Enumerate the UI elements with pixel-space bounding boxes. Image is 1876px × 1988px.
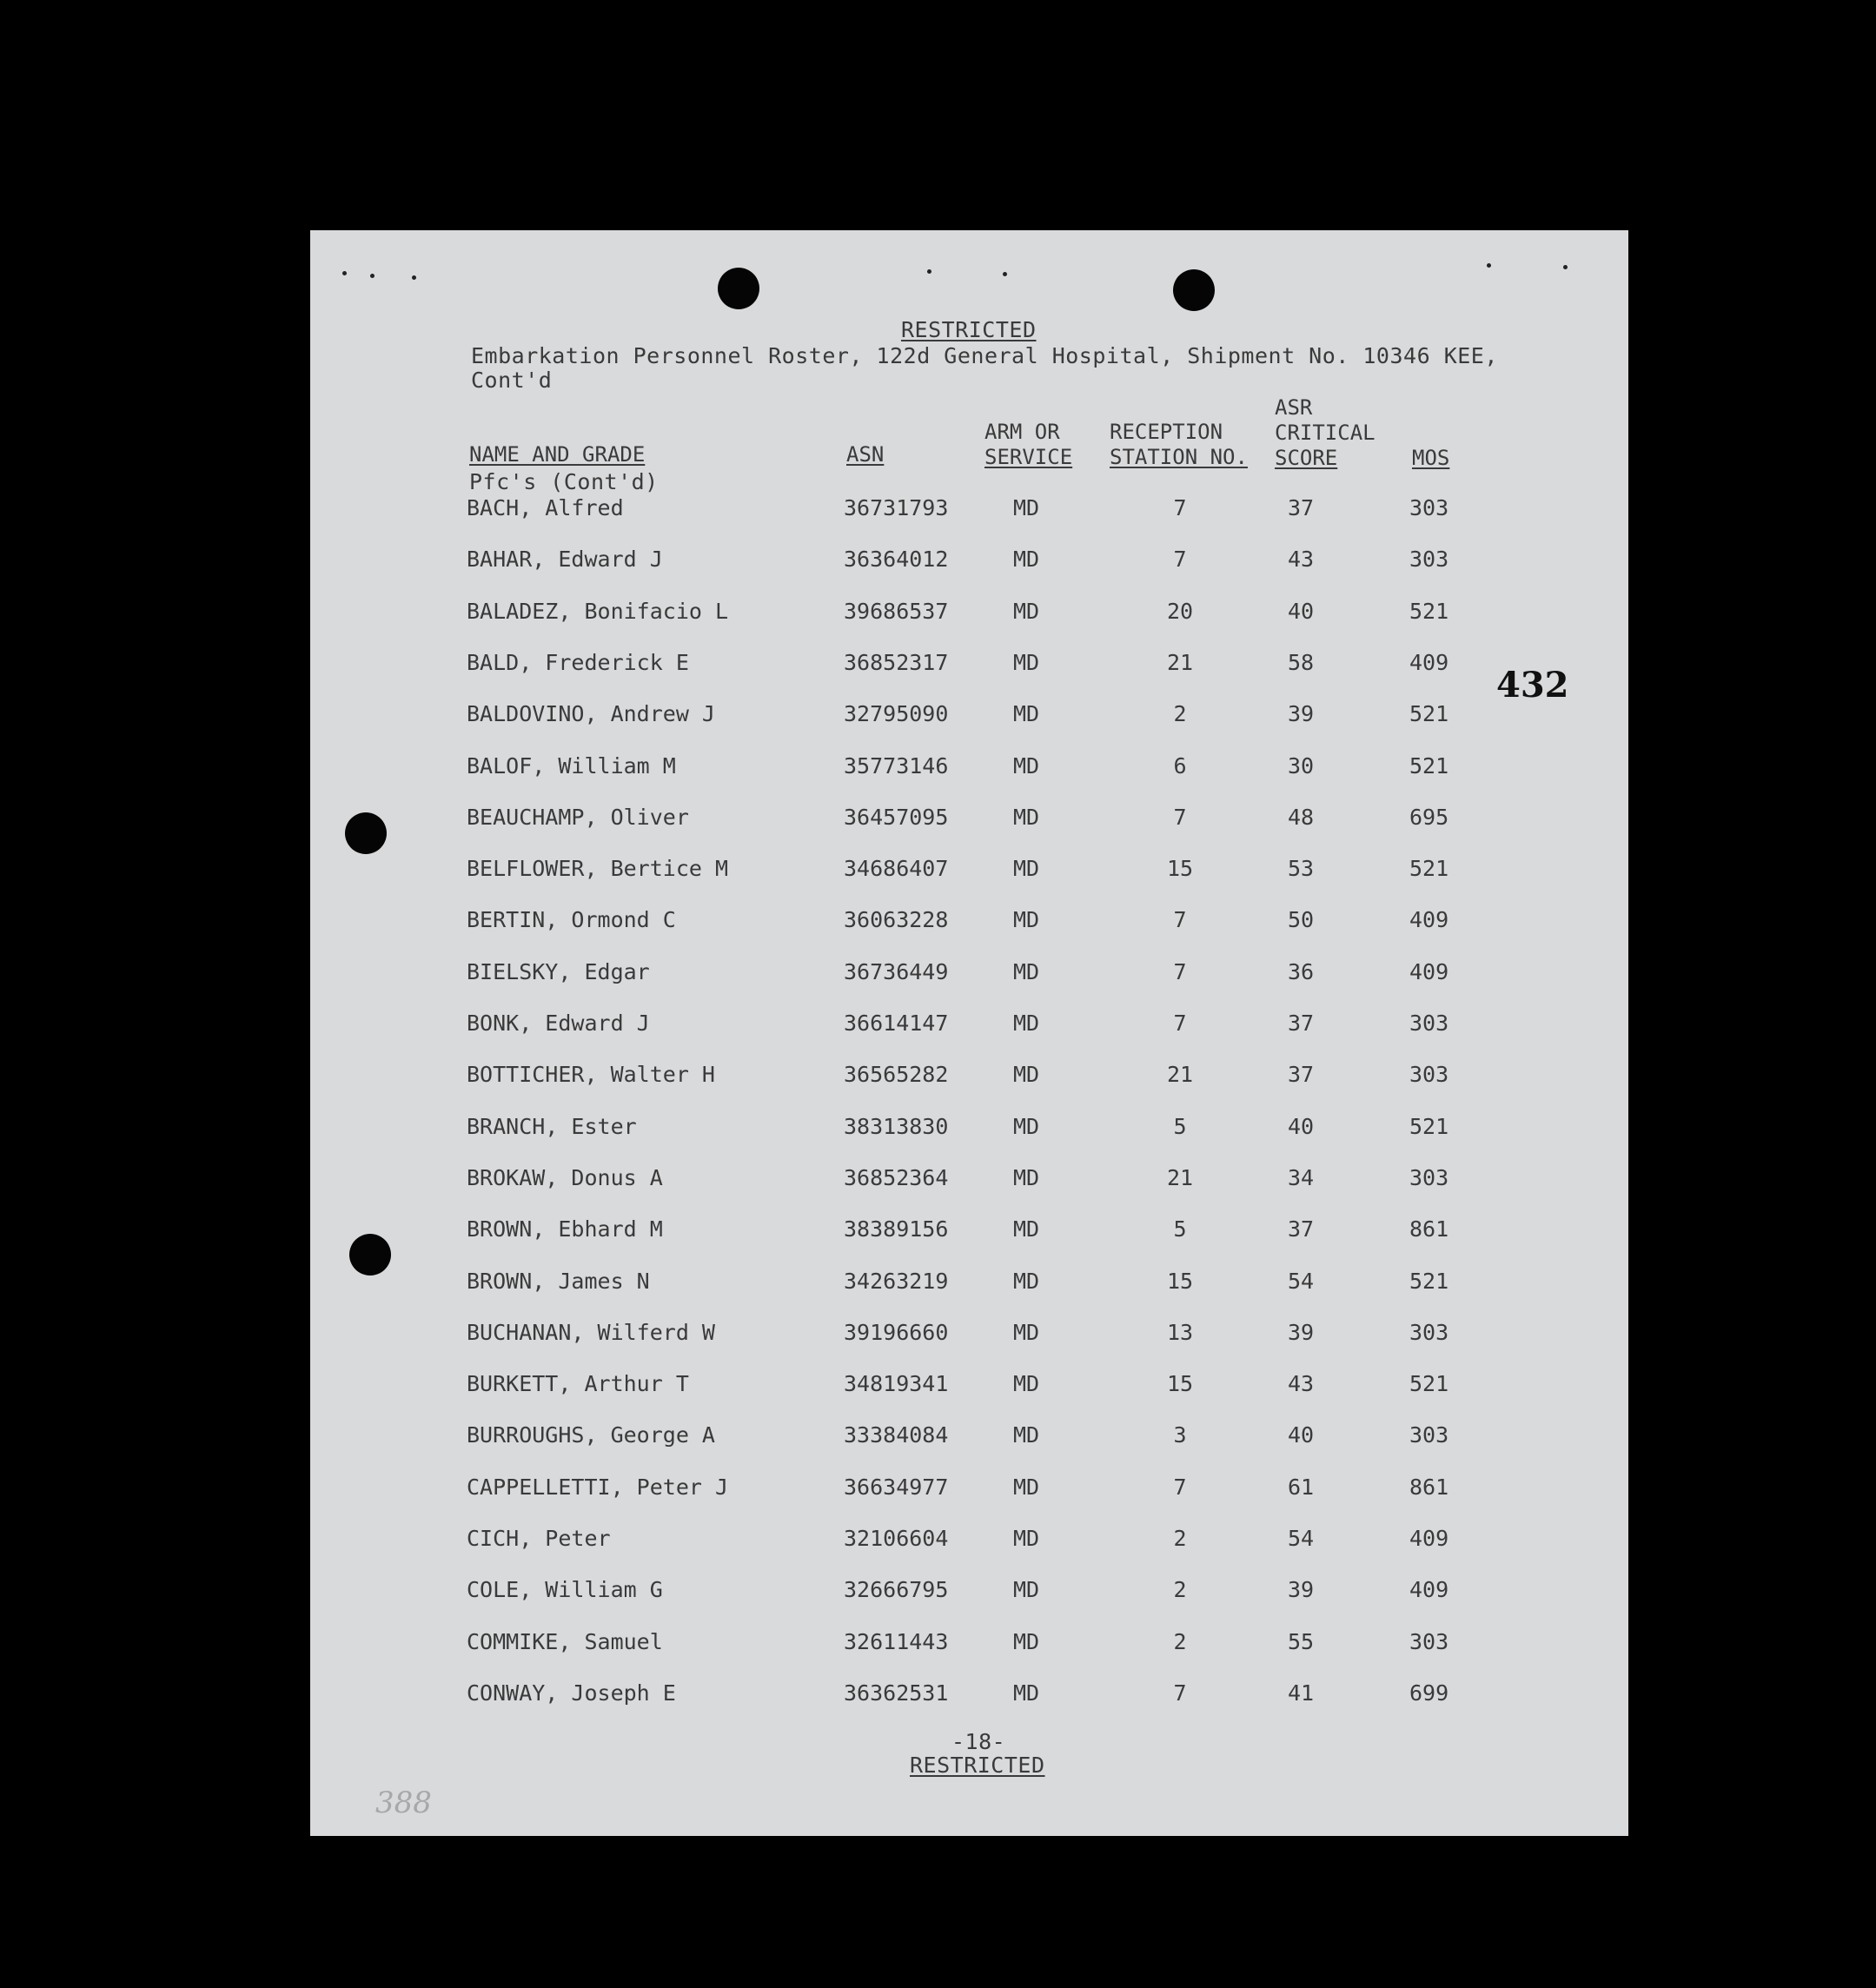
cell-score: 43 [1287, 1371, 1315, 1396]
cell-station: 15 [1166, 1371, 1194, 1396]
cell-mos: 303 [1409, 1165, 1449, 1190]
cell-name: COLE, William G [467, 1577, 663, 1602]
cell-arm: MD [1013, 1577, 1040, 1602]
column-header-asn: ASN [846, 442, 885, 467]
column-header-score-line2: CRITICAL [1275, 421, 1376, 445]
cell-asn: 34819341 [844, 1371, 949, 1396]
cell-name: BIELSKY, Edgar [467, 959, 650, 984]
cell-mos: 303 [1409, 1422, 1449, 1448]
cell-name: BUCHANAN, Wilferd W [467, 1320, 715, 1345]
cell-station: 5 [1173, 1114, 1187, 1139]
document-title: Embarkation Personnel Roster, 122d General Hospital, Shipment No. 10346 KEE, [471, 343, 1498, 368]
table-row [310, 547, 1628, 581]
cell-score: 37 [1287, 1062, 1315, 1087]
table-row [310, 805, 1628, 839]
cell-asn: 36852364 [844, 1165, 949, 1190]
cell-arm: MD [1013, 1680, 1040, 1706]
cell-score: 36 [1287, 959, 1315, 984]
cell-name: BAHAR, Edward J [467, 547, 663, 572]
speck [370, 274, 375, 278]
cell-station: 7 [1173, 1680, 1187, 1706]
cell-mos: 861 [1409, 1474, 1449, 1500]
table-row [310, 907, 1628, 942]
cell-score: 40 [1287, 1114, 1315, 1139]
cell-score: 54 [1287, 1269, 1315, 1294]
cell-mos: 521 [1409, 1269, 1449, 1294]
speck [1563, 265, 1568, 269]
column-header-name: NAME AND GRADE [469, 442, 646, 467]
cell-asn: 36364012 [844, 547, 949, 572]
cell-arm: MD [1013, 495, 1040, 520]
cell-arm: MD [1013, 856, 1040, 881]
cell-score: 53 [1287, 856, 1315, 881]
cell-mos: 303 [1409, 1011, 1449, 1036]
cell-score: 40 [1287, 599, 1315, 624]
table-row [310, 1371, 1628, 1406]
cell-name: BROWN, James N [467, 1269, 650, 1294]
cell-arm: MD [1013, 1165, 1040, 1190]
cell-name: BURKETT, Arthur T [467, 1371, 689, 1396]
table-row [310, 1011, 1628, 1045]
table-row [310, 959, 1628, 994]
cell-arm: MD [1013, 907, 1040, 932]
cell-asn: 36736449 [844, 959, 949, 984]
cell-arm: MD [1013, 1320, 1040, 1345]
cell-arm: MD [1013, 650, 1040, 675]
cell-name: BONK, Edward J [467, 1011, 650, 1036]
cell-mos: 861 [1409, 1216, 1449, 1242]
column-header-arm-line1: ARM OR [984, 420, 1060, 444]
cell-mos: 521 [1409, 856, 1449, 881]
cell-score: 39 [1287, 1320, 1315, 1345]
cell-name: BALD, Frederick E [467, 650, 689, 675]
cell-asn: 39686537 [844, 599, 949, 624]
cell-mos: 521 [1409, 753, 1449, 779]
table-row [310, 495, 1628, 530]
cell-score: 39 [1287, 1577, 1315, 1602]
cell-arm: MD [1013, 599, 1040, 624]
cell-name: BALADEZ, Bonifacio L [467, 599, 729, 624]
cell-station: 2 [1173, 1526, 1187, 1551]
cell-asn: 36063228 [844, 907, 949, 932]
cell-arm: MD [1013, 753, 1040, 779]
cell-mos: 521 [1409, 701, 1449, 726]
cell-asn: 36362531 [844, 1680, 949, 1706]
table-row [310, 1422, 1628, 1457]
cell-name: BEAUCHAMP, Oliver [467, 805, 689, 830]
punch-hole [718, 268, 759, 309]
cell-score: 40 [1287, 1422, 1315, 1448]
column-header-score-line1: ASR [1275, 395, 1313, 420]
cell-station: 21 [1166, 1165, 1194, 1190]
cell-score: 54 [1287, 1526, 1315, 1551]
cell-arm: MD [1013, 1062, 1040, 1087]
cell-station: 6 [1173, 753, 1187, 779]
cell-asn: 39196660 [844, 1320, 949, 1345]
column-header-score [1275, 395, 1376, 471]
cell-name: BROWN, Ebhard M [467, 1216, 663, 1242]
cell-mos: 409 [1409, 907, 1449, 932]
cell-name: BROKAW, Donus A [467, 1165, 663, 1190]
table-row [310, 1269, 1628, 1303]
punch-hole [1173, 269, 1215, 311]
cell-name: BACH, Alfred [467, 495, 624, 520]
cell-score: 61 [1287, 1474, 1315, 1500]
cell-score: 48 [1287, 805, 1315, 830]
cell-score: 43 [1287, 547, 1315, 572]
cell-station: 7 [1173, 805, 1187, 830]
cell-station: 15 [1166, 1269, 1194, 1294]
cell-name: BERTIN, Ormond C [467, 907, 676, 932]
cell-score: 37 [1287, 1216, 1315, 1242]
cell-score: 58 [1287, 650, 1315, 675]
cell-asn: 38313830 [844, 1114, 949, 1139]
classification-top: RESTRICTED [901, 317, 1037, 342]
cell-station: 7 [1173, 959, 1187, 984]
cell-asn: 35773146 [844, 753, 949, 779]
document-title-continued: Cont'd [471, 368, 553, 393]
cell-arm: MD [1013, 1474, 1040, 1500]
table-row [310, 1062, 1628, 1097]
column-header-station [1110, 420, 1248, 470]
cell-station: 7 [1173, 547, 1187, 572]
cell-mos: 409 [1409, 1526, 1449, 1551]
cell-asn: 38389156 [844, 1216, 949, 1242]
cell-arm: MD [1013, 1011, 1040, 1036]
cell-arm: MD [1013, 1371, 1040, 1396]
cell-asn: 36731793 [844, 495, 949, 520]
cell-name: CAPPELLETTI, Peter J [467, 1474, 729, 1500]
cell-mos: 521 [1409, 599, 1449, 624]
cell-arm: MD [1013, 1526, 1040, 1551]
cell-station: 15 [1166, 856, 1194, 881]
cell-name: BRANCH, Ester [467, 1114, 637, 1139]
column-header-score-line3: SCORE [1275, 446, 1338, 470]
cell-arm: MD [1013, 701, 1040, 726]
cell-arm: MD [1013, 805, 1040, 830]
cell-name: BURROUGHS, George A [467, 1422, 715, 1448]
speck [342, 271, 347, 275]
cell-mos: 695 [1409, 805, 1449, 830]
cell-mos: 303 [1409, 495, 1449, 520]
table-row [310, 1320, 1628, 1355]
cell-name: BALOF, William M [467, 753, 676, 779]
speck [1003, 272, 1007, 276]
cell-name: CONWAY, Joseph E [467, 1680, 676, 1706]
cell-asn: 33384084 [844, 1422, 949, 1448]
cell-name: BALDOVINO, Andrew J [467, 701, 715, 726]
column-header-arm [984, 420, 1072, 470]
cell-mos: 303 [1409, 1062, 1449, 1087]
cell-score: 50 [1287, 907, 1315, 932]
cell-asn: 34263219 [844, 1269, 949, 1294]
cell-score: 37 [1287, 495, 1315, 520]
table-row [310, 856, 1628, 891]
cell-station: 21 [1166, 650, 1194, 675]
cell-mos: 303 [1409, 547, 1449, 572]
cell-mos: 303 [1409, 1320, 1449, 1345]
table-row [310, 1114, 1628, 1149]
cell-asn: 36614147 [844, 1011, 949, 1036]
cell-station: 13 [1166, 1320, 1194, 1345]
cell-score: 55 [1287, 1629, 1315, 1654]
cell-asn: 36457095 [844, 805, 949, 830]
cell-name: BELFLOWER, Bertice M [467, 856, 729, 881]
cell-station: 21 [1166, 1062, 1194, 1087]
cell-mos: 521 [1409, 1114, 1449, 1139]
classification-bottom: RESTRICTED [910, 1753, 1045, 1778]
cell-asn: 36852317 [844, 650, 949, 675]
cell-station: 5 [1173, 1216, 1187, 1242]
cell-name: BOTTICHER, Walter H [467, 1062, 715, 1087]
table-row [310, 1629, 1628, 1664]
cell-station: 2 [1173, 1577, 1187, 1602]
cell-score: 30 [1287, 753, 1315, 779]
page-stamp-number: 432 [1496, 665, 1569, 706]
cell-name: CICH, Peter [467, 1526, 611, 1551]
cell-arm: MD [1013, 959, 1040, 984]
cell-asn: 32666795 [844, 1577, 949, 1602]
cell-asn: 32611443 [844, 1629, 949, 1654]
cell-mos: 303 [1409, 1629, 1449, 1654]
cell-arm: MD [1013, 1629, 1040, 1654]
column-header-station-line2: STATION NO. [1110, 445, 1248, 469]
cell-arm: MD [1013, 1216, 1040, 1242]
cell-station: 7 [1173, 1011, 1187, 1036]
cell-station: 3 [1173, 1422, 1187, 1448]
cell-score: 37 [1287, 1011, 1315, 1036]
cell-score: 41 [1287, 1680, 1315, 1706]
speck [927, 269, 931, 274]
table-row [310, 1474, 1628, 1509]
cell-score: 34 [1287, 1165, 1315, 1190]
cell-station: 7 [1173, 1474, 1187, 1500]
table-row [310, 650, 1628, 685]
table-row [310, 1216, 1628, 1251]
cell-arm: MD [1013, 1422, 1040, 1448]
speck [1487, 263, 1491, 268]
table-row [310, 1577, 1628, 1612]
column-header-arm-line2: SERVICE [984, 445, 1073, 469]
column-header-station-line1: RECEPTION [1110, 420, 1223, 444]
cell-mos: 409 [1409, 1577, 1449, 1602]
table-row [310, 753, 1628, 788]
roster-page [310, 230, 1628, 1836]
page-number: -18- [951, 1729, 1006, 1754]
speck [412, 275, 416, 280]
cell-station: 2 [1173, 1629, 1187, 1654]
cell-mos: 521 [1409, 1371, 1449, 1396]
cell-name: COMMIKE, Samuel [467, 1629, 663, 1654]
cell-asn: 32106604 [844, 1526, 949, 1551]
pencil-note: 388 [375, 1786, 432, 1820]
cell-mos: 409 [1409, 650, 1449, 675]
cell-station: 20 [1166, 599, 1194, 624]
table-row [310, 599, 1628, 633]
cell-mos: 409 [1409, 959, 1449, 984]
cell-arm: MD [1013, 1114, 1040, 1139]
cell-arm: MD [1013, 1269, 1040, 1294]
column-header-mos: MOS [1412, 446, 1450, 470]
table-row [310, 1680, 1628, 1715]
table-row [310, 701, 1628, 736]
cell-mos: 699 [1409, 1680, 1449, 1706]
grade-label: Pfc's (Cont'd) [469, 469, 659, 494]
table-row [310, 1526, 1628, 1561]
cell-station: 2 [1173, 701, 1187, 726]
cell-asn: 36565282 [844, 1062, 949, 1087]
cell-station: 7 [1173, 907, 1187, 932]
cell-score: 39 [1287, 701, 1315, 726]
cell-asn: 32795090 [844, 701, 949, 726]
cell-station: 7 [1173, 495, 1187, 520]
cell-arm: MD [1013, 547, 1040, 572]
cell-asn: 34686407 [844, 856, 949, 881]
cell-asn: 36634977 [844, 1474, 949, 1500]
table-row [310, 1165, 1628, 1200]
